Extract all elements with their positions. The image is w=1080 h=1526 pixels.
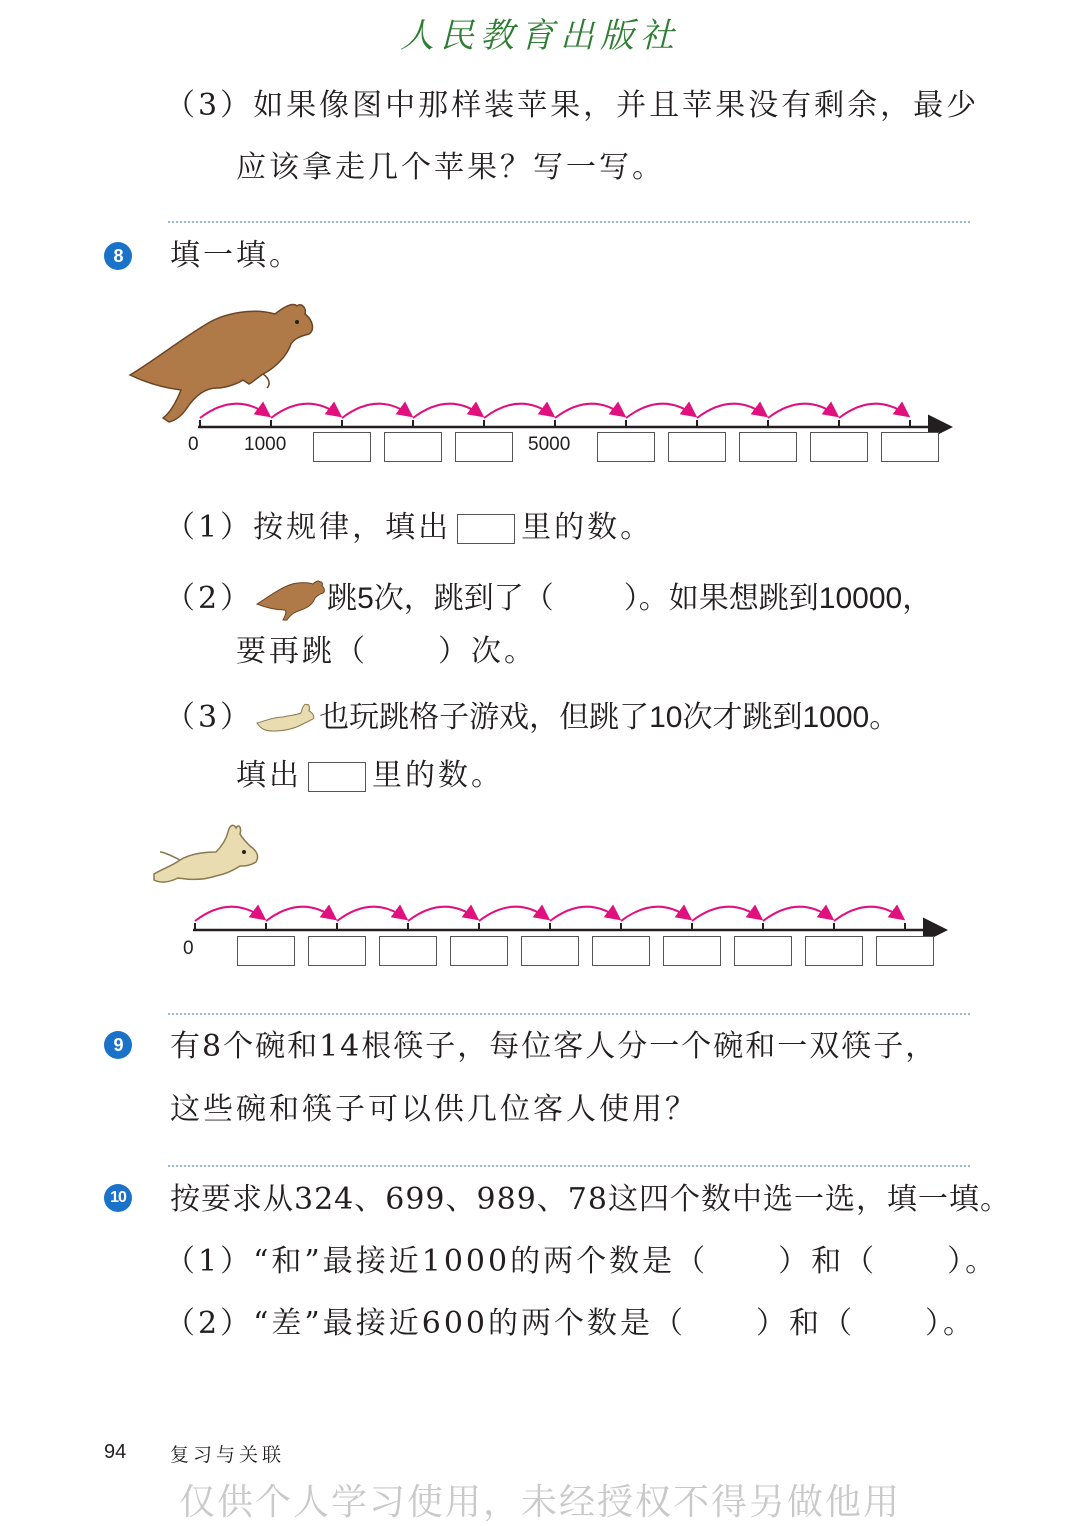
kangaroo-tick-label-0: 0 <box>188 434 199 455</box>
answer-box[interactable] <box>313 432 371 462</box>
jump-arc <box>342 404 410 418</box>
section-divider <box>168 1165 970 1167</box>
jump-arc <box>413 404 481 418</box>
q8-title: 填一填。 <box>170 238 302 273</box>
q8-part2-line2-a: 要再跳（ <box>236 634 368 669</box>
inline-box-icon <box>308 762 366 792</box>
answer-box[interactable] <box>881 432 939 462</box>
answer-box[interactable] <box>663 936 721 966</box>
answer-box[interactable] <box>876 936 934 966</box>
jump-arc <box>692 907 760 921</box>
jump-arc <box>195 907 263 921</box>
question-number-badge: 10 <box>104 1184 132 1212</box>
rabbit-icon <box>255 701 317 737</box>
page-number: 94 <box>104 1441 127 1463</box>
answer-box[interactable] <box>734 936 792 966</box>
answer-box[interactable] <box>739 432 797 462</box>
q8-part3 <box>165 698 899 738</box>
section-divider <box>168 221 970 223</box>
q10-part2-b: ）和（ <box>756 1306 856 1341</box>
q8-part3-text: 也玩跳格子游戏，但跳了10次才跳到1000。 <box>319 701 900 734</box>
kangaroo-tick-label-5000: 5000 <box>528 434 571 455</box>
q8-part1-text-a: （1）按规律，填出 <box>165 510 452 545</box>
kangaroo-icon <box>255 578 325 622</box>
jump-arc <box>768 404 836 418</box>
answer-box[interactable] <box>384 432 442 462</box>
section-divider <box>168 1013 970 1015</box>
q10-part2-c: ）。 <box>925 1306 977 1341</box>
q8-part3-line2-b: 里的数。 <box>372 758 504 793</box>
answer-box[interactable] <box>805 936 863 966</box>
rabbit-illustration <box>150 822 262 888</box>
answer-box[interactable] <box>450 936 508 966</box>
jump-arc <box>834 907 902 921</box>
q10-part2-a: （2）“差”最接近600的两个数是（ <box>165 1306 687 1341</box>
publisher-header: 人民教育出版社 <box>400 16 680 56</box>
answer-box[interactable] <box>237 936 295 966</box>
answer-box[interactable] <box>597 432 655 462</box>
answer-box[interactable] <box>592 936 650 966</box>
q10-part1-b: ）和（ <box>778 1244 878 1279</box>
q8-part2-text-c: ）。如果想跳到10000， <box>623 582 933 615</box>
jump-arc <box>200 404 268 418</box>
q8-part2 <box>165 578 932 622</box>
jump-arc <box>271 404 339 418</box>
jump-arc <box>839 404 907 418</box>
watermark: 仅供个人学习使用，未经授权不得另做他用 <box>178 1482 901 1523</box>
q10-part2 <box>165 1304 976 1344</box>
q10-part1-a: （1）“和”最接近1000的两个数是（ <box>165 1244 709 1279</box>
q10-part1 <box>165 1242 998 1282</box>
answer-box[interactable] <box>455 432 513 462</box>
question-number-badge: 9 <box>104 1031 132 1059</box>
section-caption: 复习与关联 <box>170 1444 286 1466</box>
jump-arc <box>555 404 623 418</box>
jump-arc <box>337 907 405 921</box>
jump-arc <box>697 404 765 418</box>
inline-box-icon <box>457 514 515 544</box>
answer-box[interactable] <box>308 936 366 966</box>
q8-part1 <box>165 508 653 548</box>
answer-box[interactable] <box>810 432 868 462</box>
q8-part2-line2 <box>236 632 537 672</box>
q9-line2: 这些碗和筷子可以供几位客人使用？ <box>170 1092 698 1127</box>
q8-part2-text: 跳5次，跳到了（ <box>327 582 554 615</box>
kangaroo-tick-label-1000: 1000 <box>244 434 287 455</box>
q8-part2-label: （2） <box>165 581 254 616</box>
jump-arc <box>550 907 618 921</box>
q9-line1: 有8个碗和14根筷子，每位客人分一个碗和一双筷子， <box>170 1029 938 1064</box>
jump-arc <box>621 907 689 921</box>
q10-part1-c: ）。 <box>947 1244 999 1279</box>
jump-arc <box>266 907 334 921</box>
answer-box[interactable] <box>668 432 726 462</box>
answer-box[interactable] <box>521 936 579 966</box>
q7-part3-line1: （3）如果像图中那样装苹果，并且苹果没有剩余，最少 <box>165 88 980 123</box>
q8-part1-text-b: 里的数。 <box>521 510 654 545</box>
jump-arc <box>484 404 552 418</box>
jump-arc <box>479 907 547 921</box>
jump-arc <box>626 404 694 418</box>
question-number-badge: 8 <box>104 242 132 270</box>
q10-line1: 按要求从324、699、989、78这四个数中选一选，填一填。 <box>170 1182 1011 1217</box>
jump-arc <box>408 907 476 921</box>
jump-arc <box>763 907 831 921</box>
q8-part3-label: （3） <box>165 700 254 735</box>
q8-part3-line2 <box>236 756 504 796</box>
q7-part3-line2: 应该拿走几个苹果？写一写。 <box>236 150 665 185</box>
q8-part3-line2-a: 填出 <box>236 758 302 793</box>
q8-part2-line2-b: ）次。 <box>438 634 537 669</box>
rabbit-tick-label-0: 0 <box>183 938 194 959</box>
answer-box[interactable] <box>379 936 437 966</box>
